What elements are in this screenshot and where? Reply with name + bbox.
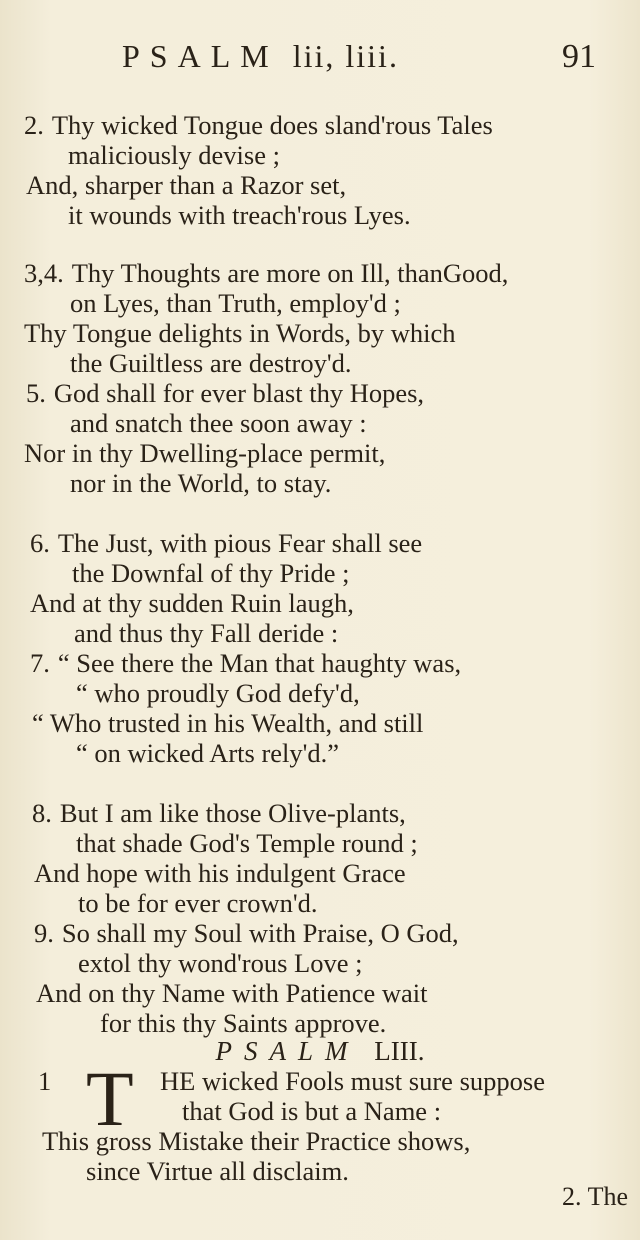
verse-line: maliciously devise ; [68,140,280,170]
verse-number: 6. [30,528,50,558]
running-title-numbers: lii, liii. [292,38,399,74]
verse-line: for this thy Saints approve. [100,1008,387,1038]
verse-line: that God is but a Name : [182,1096,442,1126]
verse-line: 7. “ See there the Man that haughty was, [30,648,462,678]
verse-line: This gross Mistake their Practice shows, [42,1126,471,1156]
verse-line: Nor in thy Dwelling-place permit, [24,438,386,468]
verse-line: “ Who trusted in his Wealth, and still [32,708,424,738]
verse-number: 1 [38,1066,52,1096]
verse-line: 3,4. Thy Thoughts are more on Ill, thanGood, [24,258,509,288]
catchword: 2. The [562,1182,628,1211]
verse-line: extol thy wond'rous Love ; [78,948,363,978]
drop-capital: T [86,1055,134,1142]
verse-number: 8. [32,798,52,828]
psalm-heading-number: LIII. [374,1036,425,1066]
verse-line: on Lyes, than Truth, employ'd ; [70,288,401,318]
verse-line: to be for ever crown'd. [78,888,318,918]
verse-number: 5. [26,378,46,408]
verse-line: Thy Tongue delights in Words, by which [24,318,456,348]
running-title [122,38,399,75]
verse-number: 7. [30,648,50,678]
verse-line: since Virtue all disclaim. [86,1156,349,1186]
verse-line: 8. But I am like those Olive-plants, [32,798,406,828]
verse-line: And, sharper than a Razor set, [26,170,347,200]
page-header [0,38,640,88]
verse-line: And hope with his indulgent Grace [34,858,406,888]
verse-line: that shade God's Temple round ; [76,828,418,858]
verse-line: 6. The Just, with pious Fear shall see [30,528,423,558]
verse-line: and thus thy Fall deride : [74,618,339,648]
verse-line: “ who proudly God defy'd, [76,678,360,708]
verse-line: HE wicked Fools must sure suppose [160,1066,545,1096]
verse-number: 9. [34,918,54,948]
verse-line: it wounds with treach'rous Lyes. [68,200,411,230]
verse-line: 5. God shall for ever blast thy Hopes, [26,378,425,408]
verse-number: 2. [24,110,44,140]
verse-number: 3,4. [24,258,64,288]
verse-line: 9. So shall my Soul with Praise, O God, [34,918,459,948]
running-title-psalm: PSALM [122,38,279,74]
psalm-heading-word: PSALM [215,1036,360,1066]
verse-line: the Guiltless are destroy'd. [70,348,352,378]
verse-line: and snatch thee soon away : [70,408,367,438]
verse-line: nor in the World, to stay. [70,468,332,498]
verse-line: And at thy sudden Ruin laugh, [30,588,354,618]
verse-line: 2. Thy wicked Tongue does sland'rous Tales [24,110,493,140]
verse-line: “ on wicked Arts rely'd.” [76,738,340,768]
verse-line: And on thy Name with Patience wait [36,978,428,1008]
verse-line: the Downfal of thy Pride ; [72,558,350,588]
page-number: 91 [562,38,596,75]
